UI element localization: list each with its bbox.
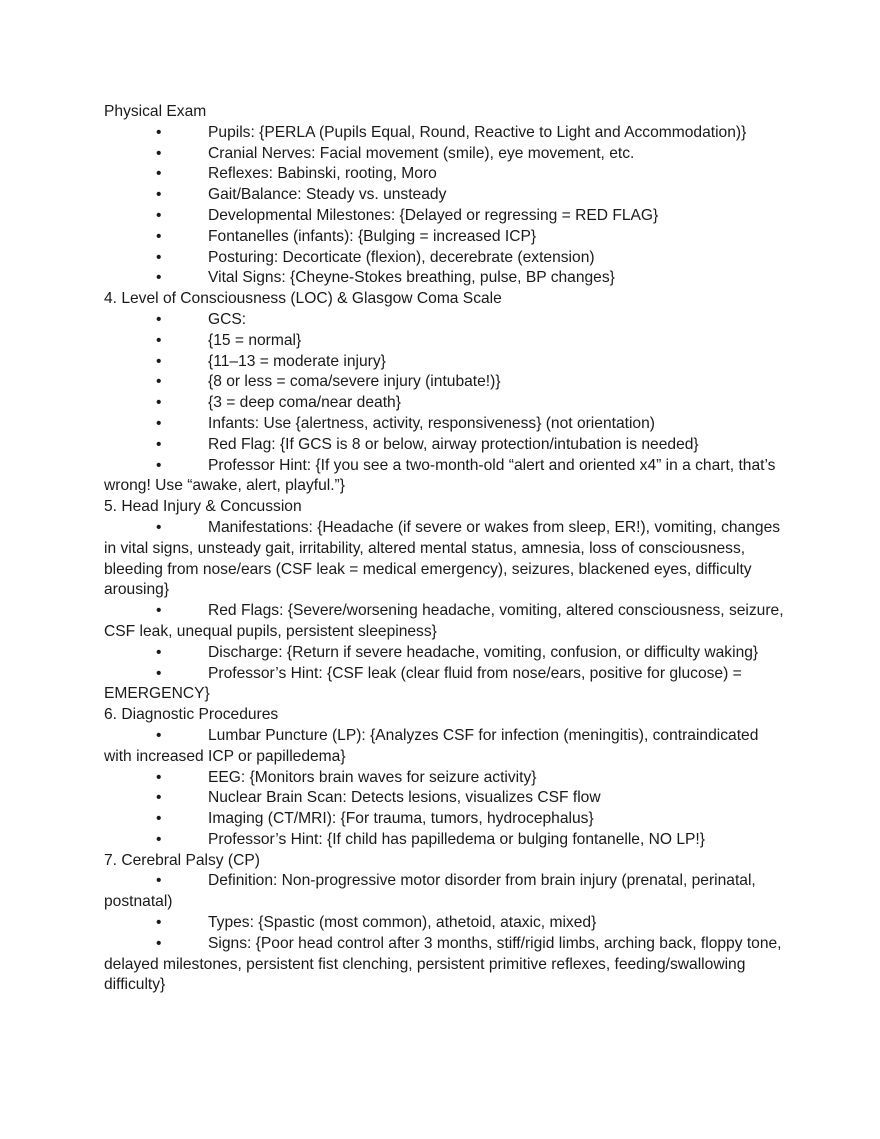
bullet-item (104, 456, 784, 498)
bullet-item (104, 913, 784, 934)
bullet-icon: • (156, 206, 162, 224)
bullet-item (104, 809, 784, 830)
bullet-item (104, 518, 784, 601)
bullet-icon: • (156, 934, 162, 952)
bullet-text: Types: {Spastic (most common), athetoid, ataxic, mixed} (208, 914, 597, 932)
bullet-item (104, 331, 784, 352)
bullet-text: Manifestations: {Headache (if severe or wakes from sleep, ER!), vomiting, changes in vital signs, unsteady gait, irritability, altered mental status, amnesia, loss of consciousness, bleeding from nose/ears (CSF leak = medical emergency), seizures, blackened eyes, difficulty arousing} (104, 518, 781, 599)
bullet-item (104, 830, 784, 851)
bullet-item (104, 164, 784, 185)
bullet-item (104, 414, 784, 435)
bullet-text: {8 or less = coma/severe injury (intubate!)} (208, 373, 501, 391)
bullet-icon: • (156, 768, 162, 786)
bullet-text: Imaging (CT/MRI): {For trauma, tumors, hydrocephalus} (208, 810, 594, 828)
bullet-item (104, 352, 784, 373)
section-heading: 6. Diagnostic Procedures (104, 706, 279, 724)
bullet-text: Reflexes: Babinski, rooting, Moro (208, 165, 437, 183)
bullet-icon: • (156, 643, 162, 661)
bullet-icon: • (156, 352, 162, 370)
bullet-item (104, 206, 784, 227)
section-head-injury (104, 497, 784, 705)
bullet-text: {11–13 = moderate injury} (208, 352, 386, 370)
bullet-item (104, 248, 784, 269)
bullet-text: EEG: {Monitors brain waves for seizure activity} (208, 768, 537, 786)
bullet-text: GCS: (208, 310, 247, 328)
section-heading: 5. Head Injury & Concussion (104, 498, 302, 516)
bullet-icon: • (156, 186, 162, 204)
bullet-icon: • (156, 248, 162, 266)
bullet-item (104, 726, 784, 768)
bullet-icon: • (156, 414, 162, 432)
section-loc-glasgow (104, 289, 784, 497)
bullet-item (104, 268, 784, 289)
bullet-item (104, 185, 784, 206)
bullet-item (104, 123, 784, 144)
bullet-icon: • (156, 518, 162, 536)
bullet-icon: • (156, 435, 162, 453)
bullet-text: Red Flag: {If GCS is 8 or below, airway protection/intubation is needed} (208, 435, 699, 453)
bullet-item (104, 227, 784, 248)
bullet-icon: • (156, 456, 162, 474)
bullet-text: Infants: Use {alertness, activity, responsiveness} (not orientation) (208, 414, 655, 432)
bullet-item (104, 601, 784, 643)
bullet-text: Red Flags: {Severe/worsening headache, vomiting, altered consciousness, seizure, CSF leak, unequal pupils, persistent sleepiness} (104, 602, 784, 640)
document-page (104, 102, 784, 996)
bullet-text: Cranial Nerves: Facial movement (smile), eye movement, etc. (208, 144, 635, 162)
bullet-text: Professor Hint: {If you see a two-month-old “alert and oriented x4” in a chart, that’s wrong! Use “awake, alert, playful.”} (104, 456, 776, 495)
bullet-text: Developmental Milestones: {Delayed or regressing = RED FLAG} (208, 206, 659, 224)
bullet-item (104, 643, 784, 664)
bullet-icon: • (156, 269, 162, 287)
bullet-icon: • (156, 144, 162, 162)
bullet-text: Vital Signs: {Cheyne-Stokes breathing, pulse, BP changes} (208, 269, 615, 287)
bullet-icon: • (156, 310, 162, 328)
bullet-icon: • (156, 227, 162, 245)
bullet-icon: • (156, 331, 162, 349)
section-cerebral-palsy (104, 851, 784, 997)
bullet-item (104, 393, 784, 414)
bullet-item (104, 310, 784, 331)
section-diagnostic-procedures (104, 705, 784, 851)
bullet-icon: • (156, 872, 162, 890)
bullet-text: {15 = normal} (208, 331, 302, 349)
bullet-icon: • (156, 726, 162, 744)
bullet-text: Pupils: {PERLA (Pupils Equal, Round, Reactive to Light and Accommodation)} (208, 123, 747, 141)
bullet-item (104, 788, 784, 809)
bullet-text: Definition: Non-progressive motor disorder from brain injury (prenatal, perinatal, postnatal) (104, 872, 756, 911)
bullet-text: Gait/Balance: Steady vs. unsteady (208, 186, 447, 204)
bullet-text: Professor’s Hint: {If child has papilledema or bulging fontanelle, NO LP!} (208, 830, 705, 848)
section-heading: 4. Level of Consciousness (LOC) & Glasgow Coma Scale (104, 290, 502, 308)
bullet-item (104, 144, 784, 165)
bullet-icon: • (156, 165, 162, 183)
bullet-icon: • (156, 789, 162, 807)
bullet-icon: • (156, 394, 162, 412)
bullet-icon: • (156, 914, 162, 932)
bullet-text: {3 = deep coma/near death} (208, 394, 401, 412)
bullet-icon: • (156, 602, 162, 620)
bullet-icon: • (156, 123, 162, 141)
bullet-text: Lumbar Puncture (LP): {Analyzes CSF for infection (meningitis), contraindicated with increased ICP or papilledema} (104, 726, 759, 765)
bullet-item (104, 934, 784, 996)
bullet-item (104, 372, 784, 393)
bullet-text: Discharge: {Return if severe headache, vomiting, confusion, or difficulty waking} (208, 643, 759, 661)
bullet-text: Professor’s Hint: {CSF leak (clear fluid from nose/ears, positive for glucose) = EMERGENCY} (104, 664, 742, 703)
bullet-text: Signs: {Poor head control after 3 months, stiff/rigid limbs, arching back, floppy tone, delayed milestones, persistent fist clenching, persistent primitive reflexes, feeding/swallowing difficulty} (104, 934, 782, 994)
bullet-item (104, 435, 784, 456)
bullet-icon: • (156, 830, 162, 848)
bullet-text: Fontanelles (infants): {Bulging = increased ICP} (208, 227, 537, 245)
bullet-icon: • (156, 810, 162, 828)
section-heading: 7. Cerebral Palsy (CP) (104, 851, 260, 869)
bullet-item (104, 664, 784, 706)
section-heading: Physical Exam (104, 103, 207, 120)
bullet-text: Nuclear Brain Scan: Detects lesions, visualizes CSF flow (208, 789, 601, 807)
bullet-item (104, 871, 784, 913)
section-physical-exam (104, 102, 784, 289)
bullet-text: Posturing: Decorticate (flexion), decerebrate (extension) (208, 248, 595, 266)
bullet-item (104, 768, 784, 789)
bullet-icon: • (156, 373, 162, 391)
bullet-icon: • (156, 664, 162, 682)
